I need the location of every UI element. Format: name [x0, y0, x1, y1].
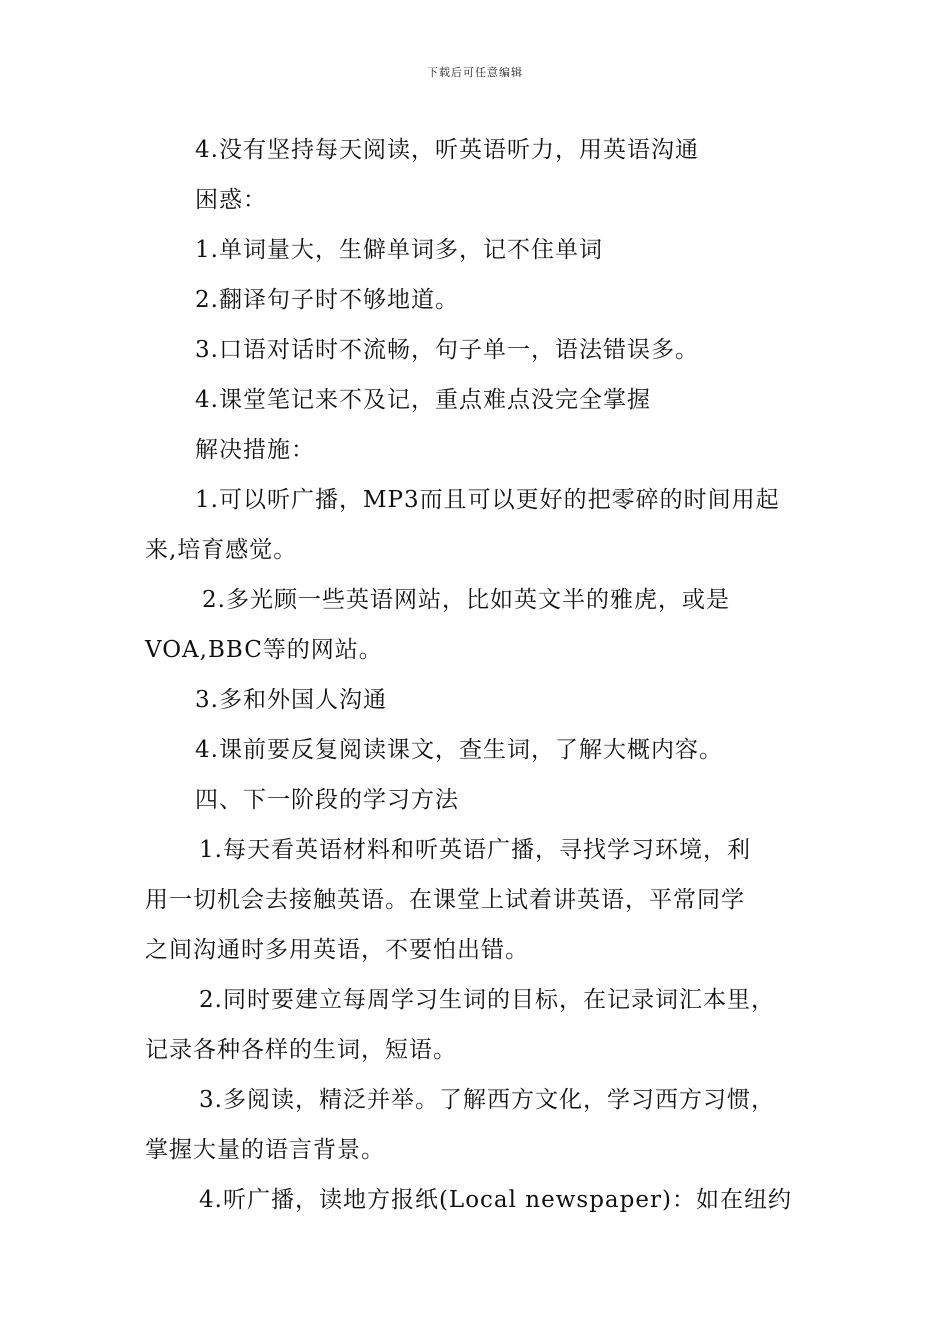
paragraph-line: 4.没有坚持每天阅读，听英语听力，用英语沟通 — [195, 137, 699, 163]
section-heading-confusion: 困惑： — [195, 187, 267, 213]
paragraph-line: 4.课前要反复阅读课文，查生词，了解大概内容。 — [195, 737, 723, 763]
section-heading-solutions: 解决措施： — [195, 437, 315, 463]
paragraph-line: 掌握大量的语言背景。 — [145, 1137, 385, 1163]
paragraph-line: 用一切机会去接触英语。在课堂上试着讲英语，平常同学 — [145, 887, 745, 913]
paragraph-line: 来,培育感觉。 — [145, 537, 298, 563]
paragraph-line: 4.听广播，读地方报纸(Local newspaper)：如在纽约 — [199, 1187, 792, 1213]
paragraph-line: 3.多和外国人沟通 — [195, 687, 387, 713]
paragraph-line: VOA,BBC等的网站。 — [145, 637, 383, 663]
paragraph-line: 2.多光顾一些英语网站，比如英文半的雅虎，或是 — [202, 587, 730, 613]
paragraph-line: 1.每天看英语材料和听英语广播，寻找学习环境，利 — [199, 837, 751, 863]
paragraph-line: 2.翻译句子时不够地道。 — [195, 287, 459, 313]
paragraph-line: 2.同时要建立每周学习生词的目标，在记录词汇本里， — [199, 987, 775, 1013]
paragraph-line: 4.课堂笔记来不及记，重点难点没完全掌握 — [195, 387, 651, 413]
page-header: 下载后可任意编辑 — [427, 66, 523, 79]
paragraph-line: 3.多阅读，精泛并举。了解西方文化，学习西方习惯， — [199, 1087, 775, 1113]
paragraph-line: 3.口语对话时不流畅，句子单一，语法错误多。 — [195, 337, 699, 363]
section-heading-next-stage: 四、下一阶段的学习方法 — [195, 787, 459, 813]
paragraph-line: 之间沟通时多用英语，不要怕出错。 — [145, 937, 529, 963]
paragraph-line: 1.单词量大，生僻单词多，记不住单词 — [195, 237, 603, 263]
document-body — [145, 125, 810, 1225]
paragraph-line: 记录各种各样的生词，短语。 — [145, 1037, 457, 1063]
paragraph-line: 1.可以听广播，MP3而且可以更好的把零碎的时间用起 — [195, 487, 780, 513]
